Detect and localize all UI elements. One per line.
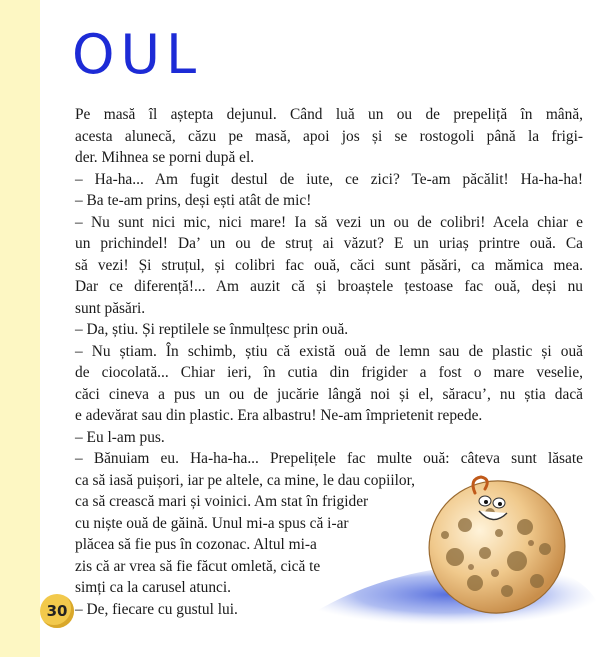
story-line: un prichindel! Da’ un ou de struț ai văzut? E un uriaș printre ouă. Ca [75,235,583,252]
story-line: ca să crească mari și voinici. Am stat în frigider [75,493,369,510]
story-line: căci cineva a pus un ou de jucărie lângă noi și el, săracu’, nu știa dacă [75,385,583,403]
story-line: – Bănuiam eu. Ha-ha-ha... Prepelițele fac multe ouă: câteva sunt lăsate [75,450,583,467]
story-line: sunt păsări. [75,299,146,317]
page-margin-band [0,0,40,657]
story-line: Dar ce diferență!... Am auzit că și broaștele țestoase fac ouă, deși nu [75,278,583,295]
story-line: acesta alunecă, căzu pe masă, apoi jos și se rostogoli până la frigi- [75,127,583,145]
story-line: Pe masă îl aștepta dejunul. Când luă un ou de prepeliță în mână, [75,106,583,123]
quail-egg-illustration [285,465,600,635]
page-number-badge: 30 [40,594,74,628]
story-line: – Nu știam. În schimb, știu că există ouă de lemn sau de plastic și ouă [75,342,583,360]
story-line: – Da, știu. Și reptilele se înmulțesc prin ouă. [75,321,349,338]
story-line: plăcea să fie pus în cozonac. Altul mi-a [75,536,317,553]
story-line: de ciocolată... Chiar ieri, în cutia din frigider a fost o mare veselie, [75,364,583,381]
story-line: e adevărat sau din plastic. Era albastru! Ne-am împrietenit repede. [75,407,483,424]
story-line: simți ca la carusel atunci. [75,579,231,596]
story-line: cu niște ouă de găină. Unul mi-a spus că i-ar [75,514,349,532]
story-line: să vezi! Și struțul, și colibri fac ouă, căci sunt păsări, ca mămica mea. [75,256,583,274]
story-line: ca să iasă puișori, iar pe altele, ca mine, le dau copiilor, [75,471,415,489]
story-line: – Eu l-am pus. [75,428,165,446]
story-line: der. Mihnea se porni după el. [75,149,255,166]
story-line: – Ba te-am prins, deși ești atât de mic! [75,192,312,209]
story-line: – Ha-ha... Am fugit destul de iute, ce zici? Te-am păcălit! Ha-ha-ha! [75,170,583,188]
page-title: OUL [72,23,203,86]
story-line: – Nu sunt nici mic, nici mare! Ia să vezi un ou de colibri! Acela chiar e [75,213,583,231]
story-line: zis că ar vrea să fie făcut omletă, cică te [75,557,321,575]
story-line: – De, fiecare cu gustul lui. [75,600,238,618]
